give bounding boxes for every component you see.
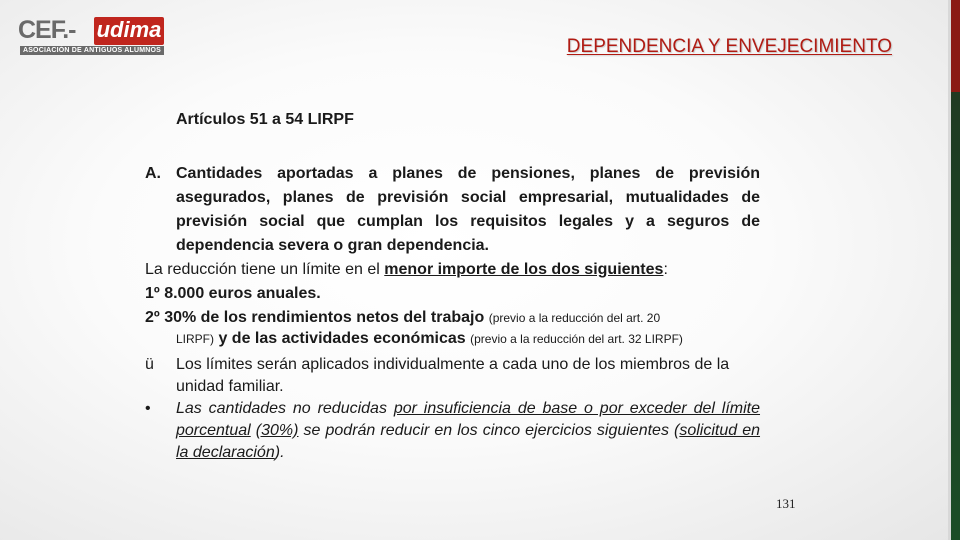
reduction-emphasis: menor importe de los dos siguientes [384, 261, 664, 278]
item-a-text: Cantidades aportadas a planes de pensiones, planes de previsión asegurados, planes de previsión social empresarial, mutualidades de previsión social que cumplan los requisitos legales y a seguros de dependencia severa o gran dependencia. [176, 165, 760, 254]
reduction-suffix: : [663, 261, 668, 278]
bullet-marker: • [145, 400, 151, 417]
bullet-dot-t5: ). [274, 444, 285, 461]
first-limit: 1º 8.000 euros anuales. [145, 285, 321, 302]
second-limit-continued [145, 330, 760, 348]
bullet-dot [145, 398, 760, 464]
bullet-check [145, 354, 760, 398]
logo-udima: udima [94, 17, 164, 45]
second-note1: (previo a la reducción del art. 20 [488, 311, 661, 325]
bullet-dot-u3: (30%) [255, 422, 299, 439]
side-color-bar [948, 0, 960, 540]
slide-subtitle: Artículos 51 a 54 LIRPF [176, 111, 354, 128]
page-number: 131 [776, 496, 796, 511]
reduction-prefix: La reducción tiene un límite en el [145, 261, 385, 278]
second-limit [145, 306, 760, 330]
bullet-dot-t1: Las cantidades no reducidas [176, 400, 394, 417]
bullet-check-text: Los límites serán aplicados individualmente a cada uno de los miembros de la unidad familiar. [176, 356, 730, 395]
bullet-dot-u2: porcentual [176, 422, 251, 439]
second-note2: (previo a la reducción del art. 32 LIRPF) [470, 332, 683, 346]
slide-content [145, 162, 760, 464]
item-a-marker: A. [145, 165, 161, 182]
logo-cef: CEF.- [18, 16, 76, 44]
bullet-dot-u4: solicitud en la declaración [176, 422, 761, 461]
bullet-dot-t4: se podrán reducir en los cinco ejercicios siguientes ( [298, 422, 680, 439]
slide-title: DEPENDENCIA Y ENVEJECIMIENTO [566, 36, 892, 57]
bullet-dot-u1: por insuficiencia de base o por exceder del límite [393, 400, 761, 417]
reduction-line [145, 258, 760, 282]
logo-subtitle: ASOCIACIÓN DE ANTIGUOS ALUMNOS [20, 46, 164, 55]
item-a [145, 162, 760, 258]
second-middle: y de las actividades económicas [214, 330, 471, 347]
logo [18, 15, 166, 55]
second-note1-end: LIRPF) [176, 332, 215, 346]
second-lead: 2º 30% de los rendimientos netos del trabajo [145, 309, 489, 326]
check-marker: ü [145, 356, 154, 373]
